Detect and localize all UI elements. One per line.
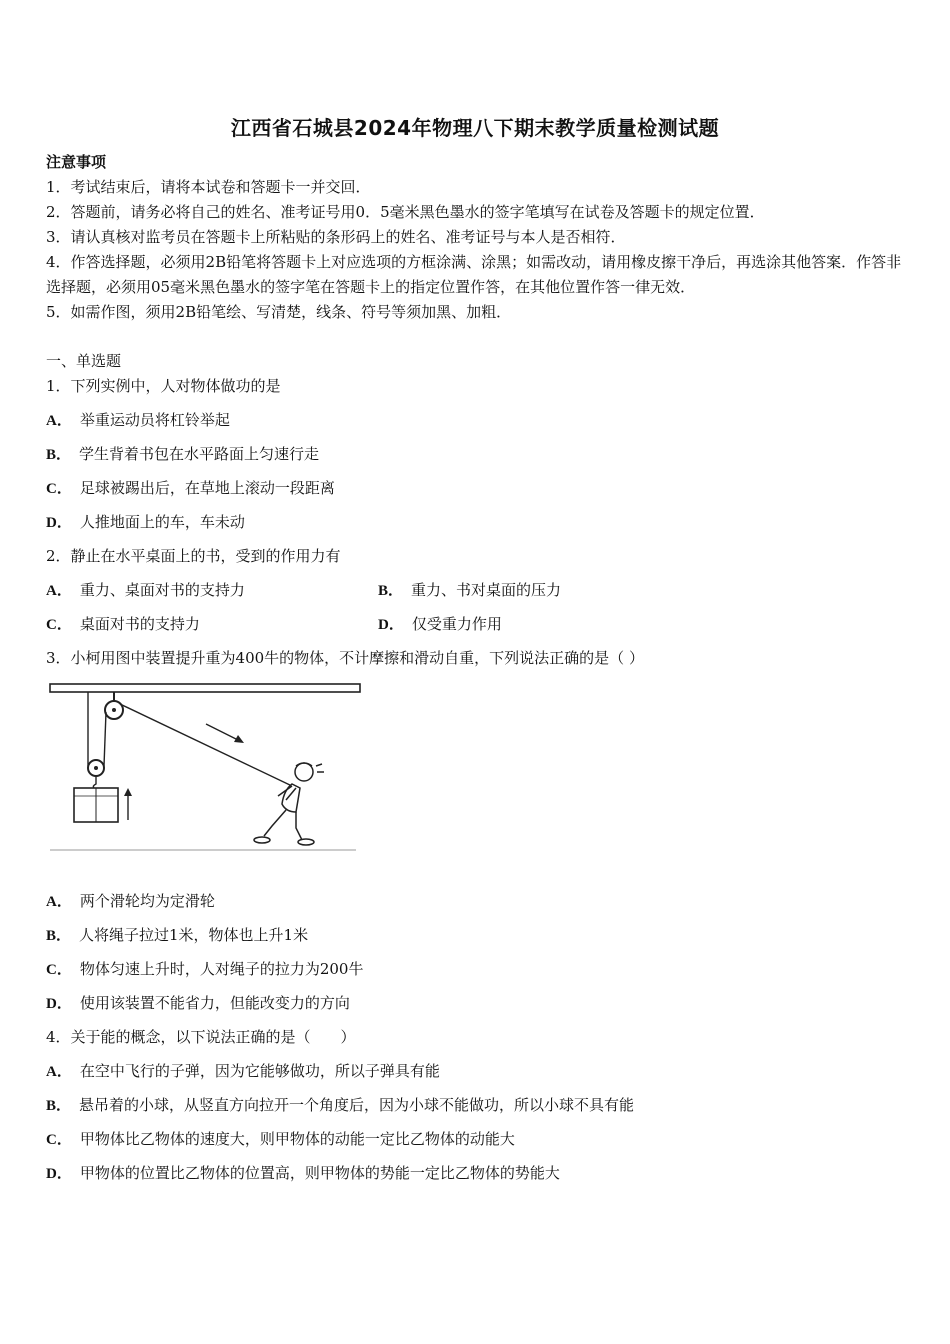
q1-stem: 1．下列实例中，人对物体做功的是 bbox=[46, 377, 281, 395]
q1-option-a[interactable]: A． 举重运动员将杠铃举起 bbox=[46, 411, 230, 429]
person-figure bbox=[254, 763, 324, 845]
q2-stem: 2．静止在水平桌面上的书，受到的作用力有 bbox=[46, 547, 341, 565]
q1-option-d[interactable]: D． 人推地面上的车，车未动 bbox=[46, 513, 245, 531]
notice-item-5: 5．如需作图，须用2B铅笔绘、写清楚，线条、符号等须加黑、加粗． bbox=[46, 303, 512, 321]
q2-option-b[interactable]: B． 重力、书对桌面的压力 bbox=[378, 581, 562, 599]
pull-rope bbox=[120, 704, 292, 786]
notice-item-3: 3．请认真核对监考员在答题卡上所粘贴的条形码上的姓名、准考证号与本人是否相符． bbox=[46, 228, 626, 246]
q3-option-b[interactable]: B． 人将绳子拉过1米，物体也上升1米 bbox=[46, 926, 309, 944]
q3-option-d[interactable]: D． 使用该装置不能省力，但能改变力的方向 bbox=[46, 994, 350, 1012]
pull-direction-arrow bbox=[206, 724, 238, 740]
q3-option-c[interactable]: C． 物体匀速上升时，人对绳子的拉力为200牛 bbox=[46, 960, 364, 978]
page-title: 江西省石城县2024年物理八下期末教学质量检测试题 bbox=[230, 116, 720, 140]
notice-item-4: 4．作答选择题，必须用2B铅笔将答题卡上对应选项的方框涂满、涂黑；如需改动，请用橡皮擦干净后，再选涂其他答案．作答非选择题，必须用05毫米黑色墨水的签字笔在答题卡上的指定位置作答，在其他位置作答一律无效． bbox=[46, 253, 902, 296]
q4-option-a[interactable]: A． 在空中飞行的子弹，因为它能够做功，所以子弹具有能 bbox=[46, 1062, 440, 1080]
q2-option-a[interactable]: A． 重力、桌面对书的支持力 bbox=[46, 581, 245, 599]
q4-stem: 4．关于能的概念，以下说法正确的是（ ） bbox=[46, 1028, 356, 1046]
q4-option-d[interactable]: D． 甲物体的位置比乙物体的位置高，则甲物体的势能一定比乙物体的势能大 bbox=[46, 1164, 560, 1182]
q3-stem: 3．小柯用图中装置提升重为400牛的物体，不计摩擦和滑动自重，下列说法正确的是（ ） bbox=[46, 649, 644, 667]
q1-option-c[interactable]: C． 足球被踢出后，在草地上滚动一段距离 bbox=[46, 479, 335, 497]
ceiling-beam bbox=[50, 684, 360, 692]
notice-heading: 注意事项 bbox=[46, 153, 107, 171]
q2-option-c[interactable]: C． 桌面对书的支持力 bbox=[46, 615, 200, 633]
notice-item-2: 2．答题前，请务必将自己的姓名、准考证号用0．5毫米黑色墨水的签字笔填写在试卷及答题卡的规定位置． bbox=[46, 203, 765, 221]
q1-option-b[interactable]: B． 学生背着书包在水平路面上匀速行走 bbox=[46, 445, 320, 463]
rope-mid bbox=[104, 712, 106, 766]
q4-option-c[interactable]: C． 甲物体比乙物体的速度大，则甲物体的动能一定比乙物体的动能大 bbox=[46, 1130, 515, 1148]
notice-item-1: 1．考试结束后，请将本试卷和答题卡一并交回． bbox=[46, 178, 371, 196]
q3-option-a[interactable]: A． 两个滑轮均为定滑轮 bbox=[46, 892, 215, 910]
q4-option-b[interactable]: B． 悬吊着的小球，从竖直方向拉开一个角度后，因为小球不能做功，所以小球不具有能 bbox=[46, 1096, 635, 1114]
pulley-diagram bbox=[46, 680, 366, 860]
section-heading: 一、单选题 bbox=[46, 352, 122, 370]
q2-option-d[interactable]: D． 仅受重力作用 bbox=[378, 615, 502, 633]
